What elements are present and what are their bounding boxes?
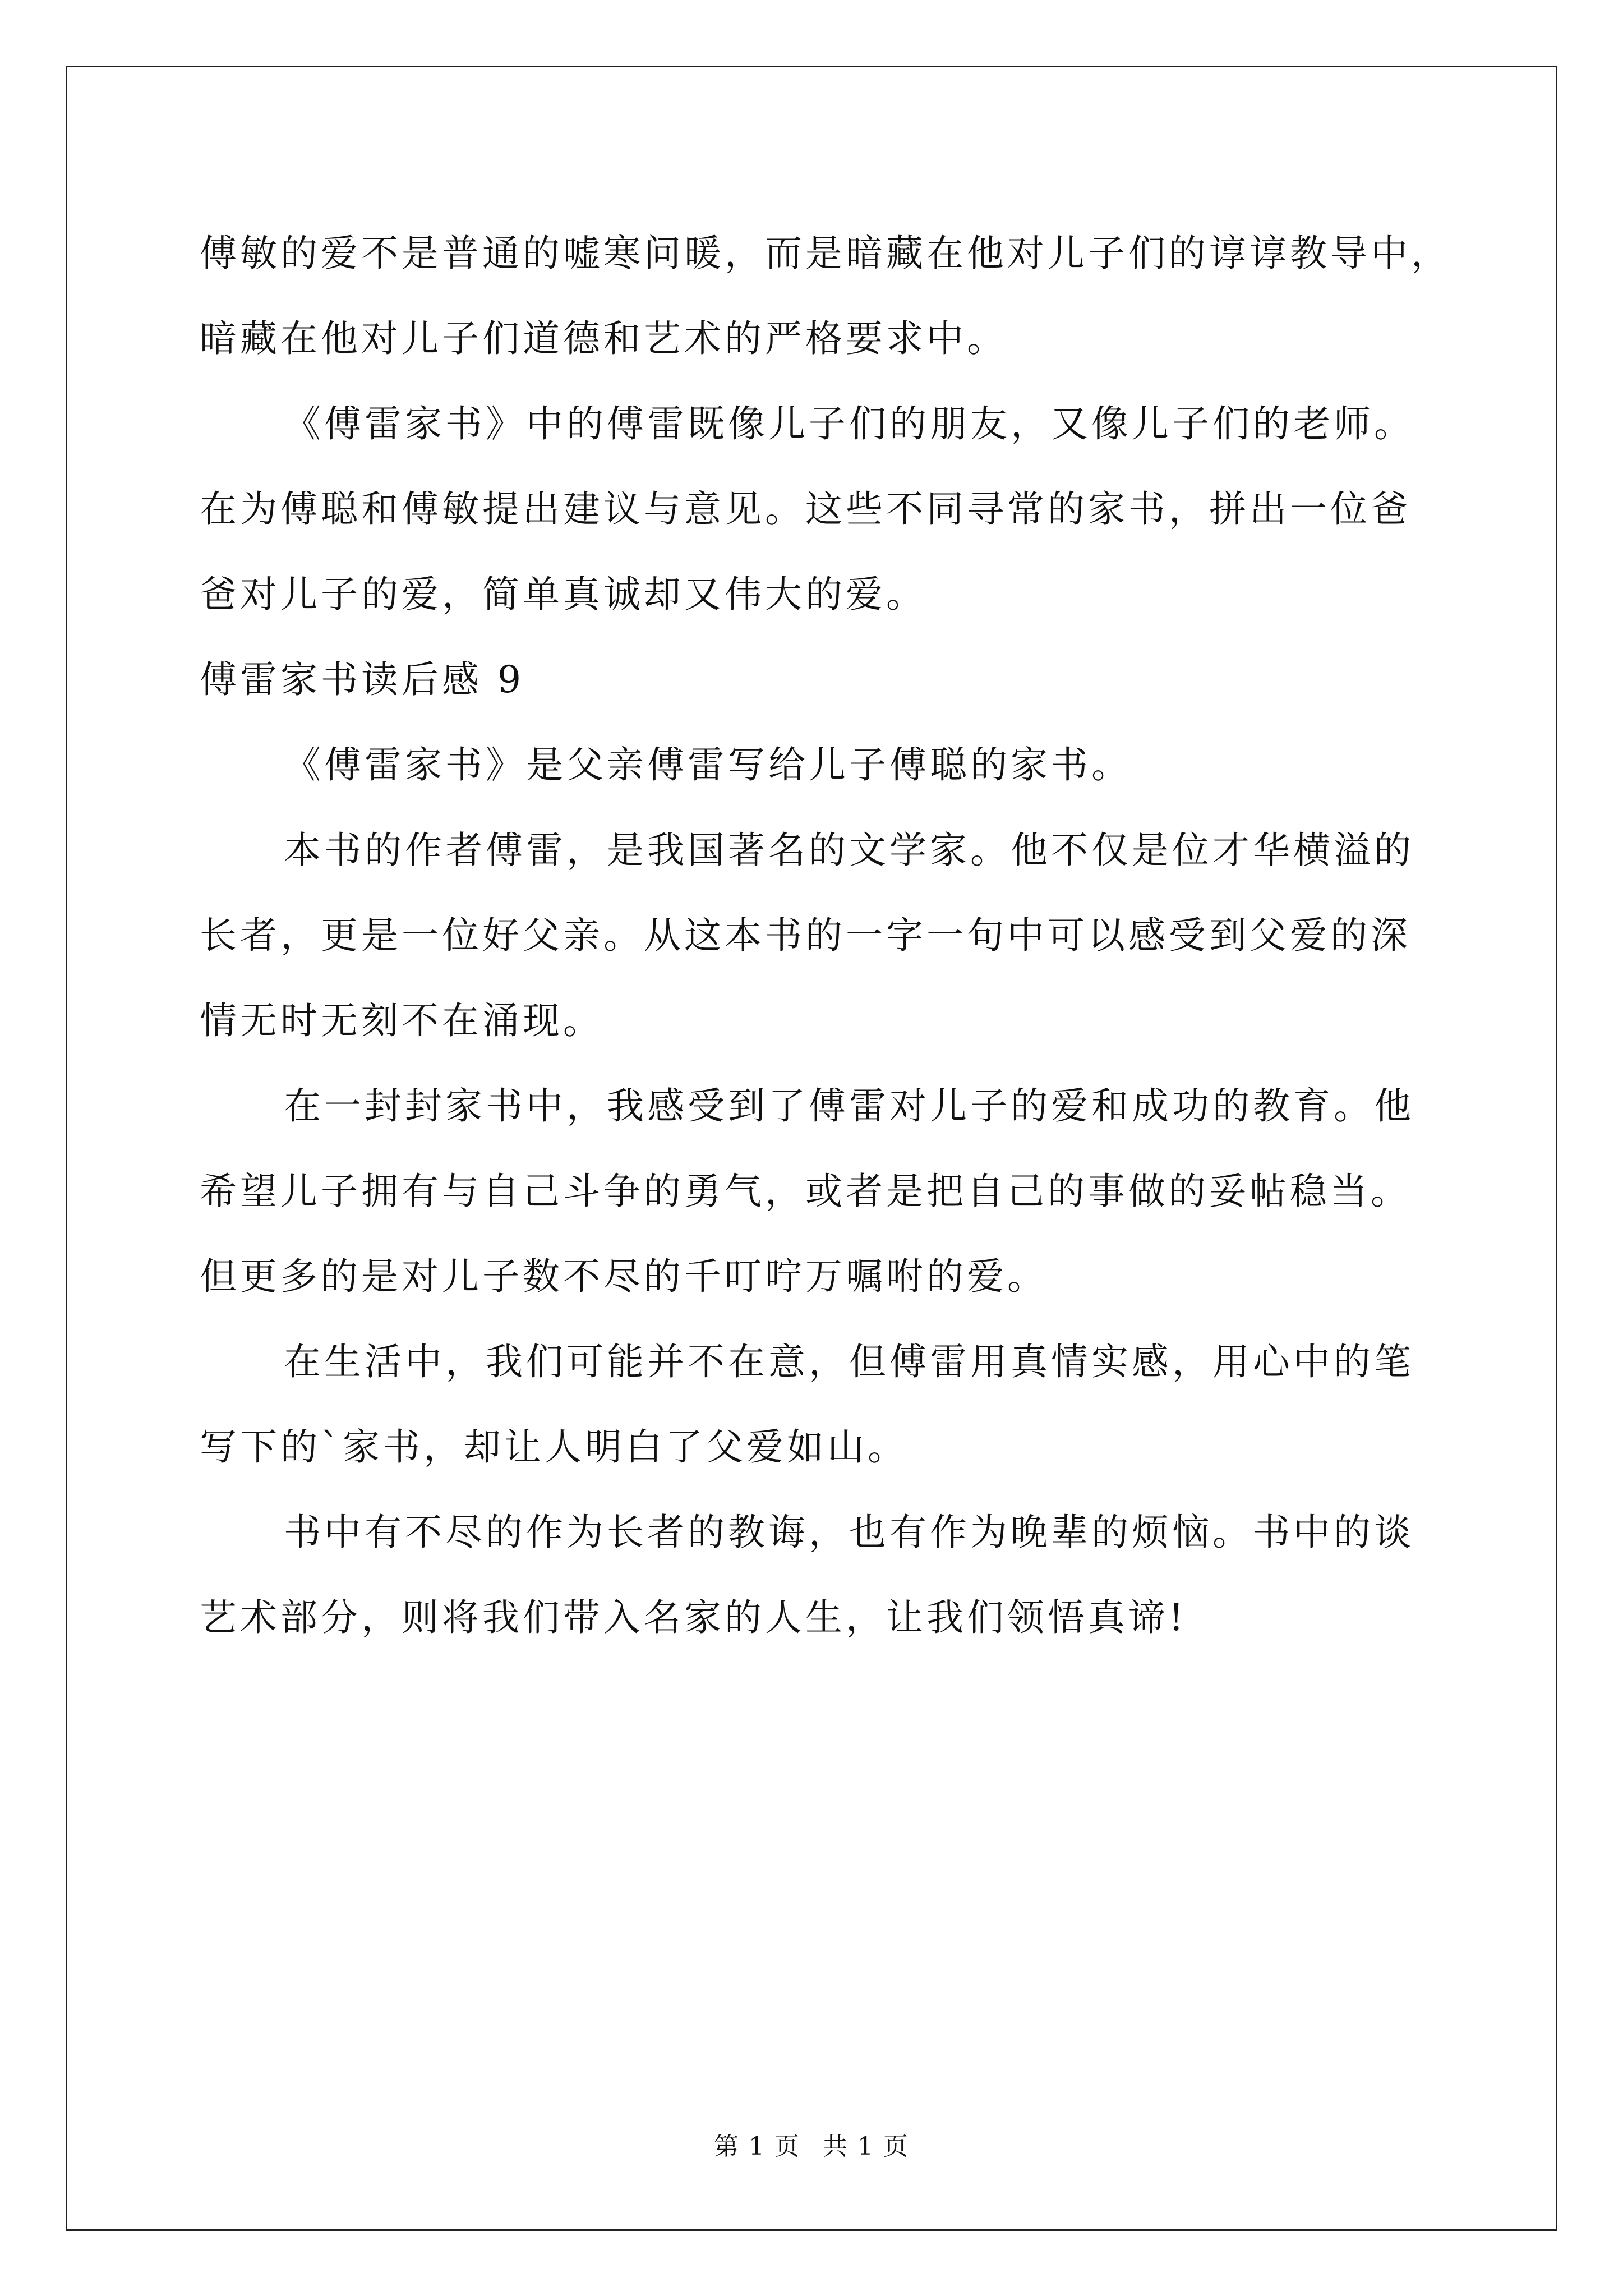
page-footer bbox=[0, 2126, 1623, 2162]
text-line: 写下的`家书，却让人明白了父爱如山。 bbox=[200, 1425, 908, 1469]
text-line: 长者，更是一位好父亲。从这本书的一字一句中可以感受到父爱的深 bbox=[200, 914, 1411, 957]
text-line: 爸对儿子的爱，简单真诚却又伟大的爱。 bbox=[200, 573, 926, 616]
text-line: 情无时无刻不在涌现。 bbox=[200, 999, 603, 1042]
text-line: 在为傅聪和傅敏提出建议与意见。这些不同寻常的家书，拼出一位爸 bbox=[200, 487, 1411, 531]
text-line: 书中有不尽的作为长者的教诲，也有作为晚辈的烦恼。书中的谈 bbox=[284, 1511, 1414, 1554]
text-line: 本书的作者傅雷，是我国著名的文学家。他不仅是位才华横溢的 bbox=[284, 829, 1414, 872]
text-line: 艺术部分，则将我们带入名家的人生，让我们领悟真谛! bbox=[200, 1596, 1187, 1639]
text-line: 《傅雷家书》中的傅雷既像儿子们的朋友，又像儿子们的老师。 bbox=[284, 402, 1414, 445]
text-line: 希望儿子拥有与自己斗争的勇气，或者是把自己的事做的妥帖稳当。 bbox=[200, 1170, 1411, 1213]
text-line: 《傅雷家书》是父亲傅雷写给儿子傅聪的家书。 bbox=[284, 743, 1132, 786]
text-line: 暗藏在他对儿子们道德和艺术的严格要求中。 bbox=[200, 317, 1007, 360]
text-line: 傅敏的爱不是普通的嘘寒问暖，而是暗藏在他对儿子们的谆谆教导中， bbox=[200, 232, 1451, 275]
page-number: 第 1 页 bbox=[714, 2132, 800, 2161]
page-total: 共 1 页 bbox=[823, 2132, 909, 2161]
text-line: 在一封封家书中，我感受到了傅雷对儿子的爱和成功的教育。他 bbox=[284, 1084, 1414, 1128]
text-line: 在生活中，我们可能并不在意，但傅雷用真情实感，用心中的笔 bbox=[284, 1340, 1414, 1383]
text-line: 但更多的是对儿子数不尽的千叮咛万嘱咐的爱。 bbox=[200, 1255, 1048, 1298]
document-body bbox=[200, 211, 1450, 1660]
section-heading: 傅雷家书读后感 9 bbox=[200, 658, 524, 701]
